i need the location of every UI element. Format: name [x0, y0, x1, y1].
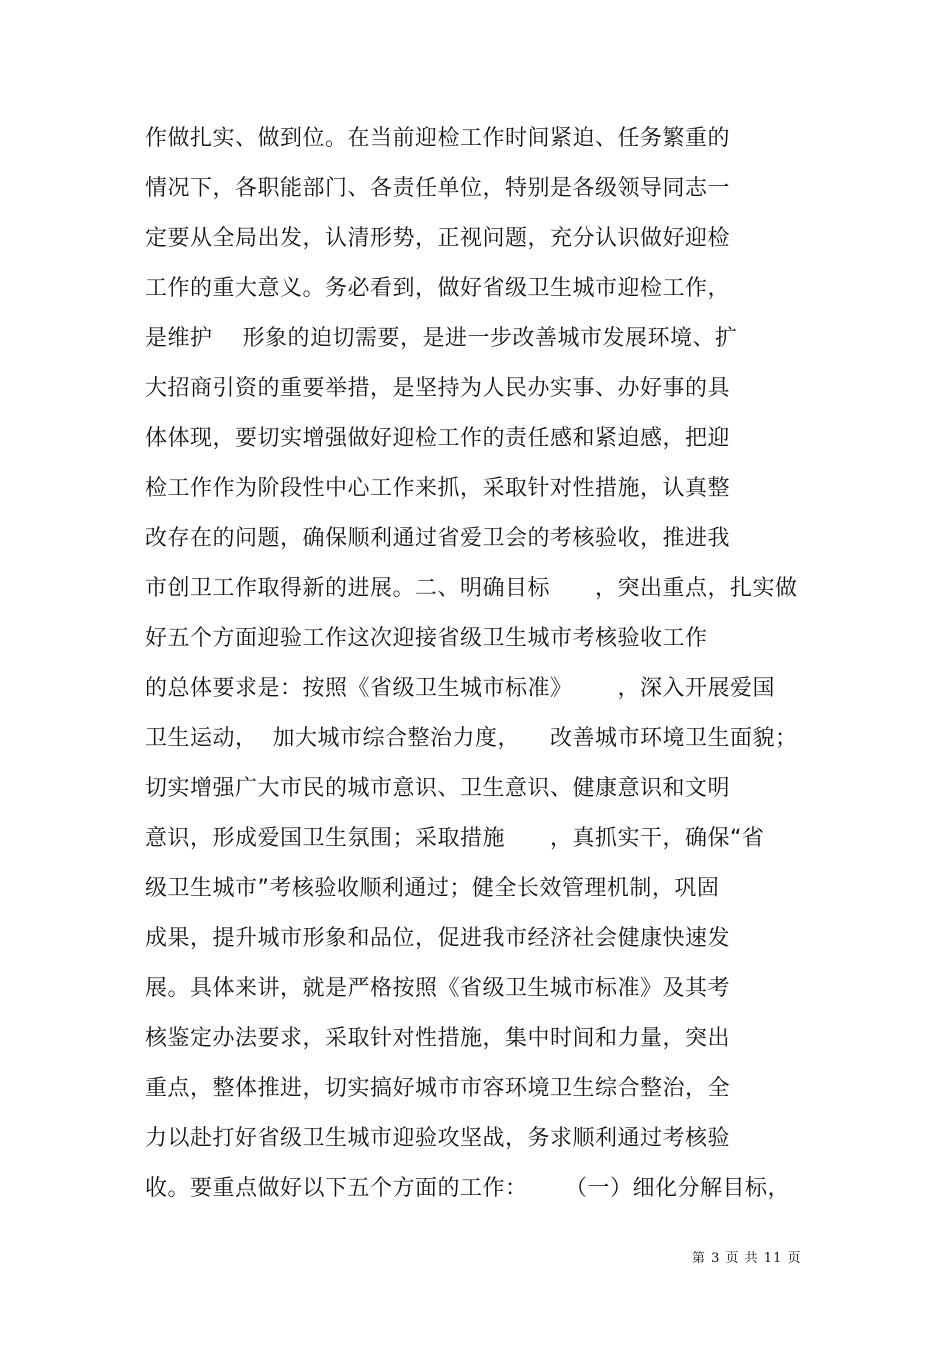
body-text-line: 改存在的问题，确保顺利通过省爱卫会的考核验收，推进我 [145, 526, 731, 551]
body-text-line: 定要从全局出发，认清形势，正视问题，充分认识做好迎检 [145, 226, 731, 251]
body-text-line: 是维护 形象的迫切需要，是进一步改善城市发展环境、扩 [145, 326, 738, 351]
body-text-line: 作做扎实、做到位。在当前迎检工作时间紧迫、任务繁重的 [145, 126, 731, 151]
body-text-line: 卫生运动， 加大城市综合整治力度， 改善城市环境卫生面貌； [145, 726, 798, 751]
body-text-line: 成果，提升城市形象和品位，促进我市经济社会健康快速发 [145, 926, 731, 951]
body-text-line: 展。具体来讲，就是严格按照《省级卫生城市标准》及其考 [145, 976, 731, 1001]
body-text-line: 级卫生城市”考核验收顺利通过；健全长效管理机制，巩固 [145, 876, 720, 901]
body-text-line: 切实增强广大市民的城市意识、卫生意识、健康意识和文明 [145, 776, 731, 801]
body-text-line: 工作的重大意义。务必看到，做好省级卫生城市迎检工作， [145, 276, 731, 301]
body-text-line: 市创卫工作取得新的进展。二、明确目标 ，突出重点，扎实做 [145, 576, 798, 601]
body-text-line: 好五个方面迎验工作这次迎接省级卫生城市考核验收工作 [145, 626, 708, 651]
body-text-line: 重点，整体推进，切实搞好城市市容环境卫生综合整治，全 [145, 1076, 731, 1101]
body-text-line: 的总体要求是：按照《省级卫生城市标准》 ，深入开展爱国 [145, 676, 775, 701]
body-text-line: 情况下，各职能部门、各责任单位，特别是各级领导同志一 [145, 176, 731, 201]
body-text-line: 意识，形成爱国卫生氛围；采取措施 ，真抓实干，确保“省 [145, 826, 765, 851]
body-text-line: 核鉴定办法要求，采取针对性措施，集中时间和力量，突出 [145, 1026, 731, 1051]
body-text-line: 大招商引资的重要举措，是坚持为人民办实事、办好事的具 [145, 376, 731, 401]
body-text-line: 收。要重点做好以下五个方面的工作： （一）细化分解目标， [145, 1176, 790, 1201]
page-number: 第 3 页 共 11 页 [692, 1251, 802, 1266]
body-text-line: 检工作作为阶段性中心工作来抓，采取针对性措施，认真整 [145, 476, 731, 501]
body-text-line: 体体现，要切实增强做好迎检工作的责任感和紧迫感，把迎 [145, 426, 731, 451]
body-text-line: 力以赴打好省级卫生城市迎验攻坚战，务求顺利通过考核验 [145, 1126, 731, 1151]
